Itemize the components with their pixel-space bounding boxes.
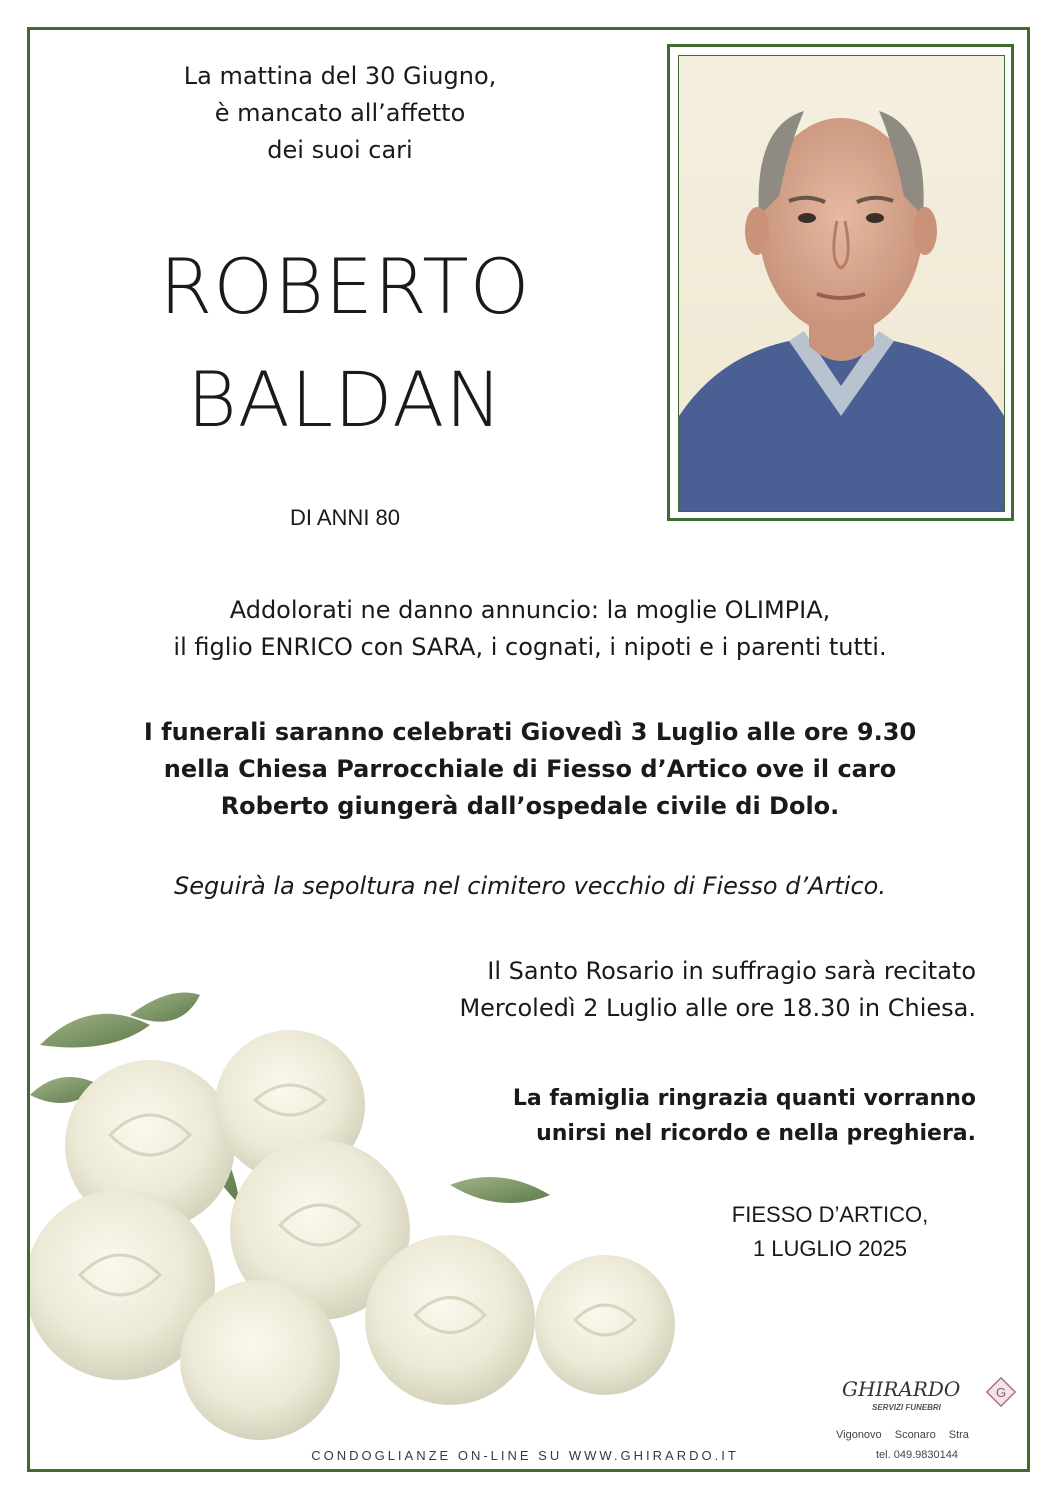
announcement-text — [80, 592, 980, 666]
thanks-text — [356, 1081, 976, 1151]
ghirardo-logo — [836, 1377, 1026, 1473]
rosary-line: Il Santo Rosario in suffragio sarà recitato — [487, 957, 976, 985]
white-roses-image — [30, 985, 720, 1470]
announcement-line: Addolorati ne danno annuncio: la moglie OLIMPIA, — [229, 596, 831, 624]
condolences-footer: CONDOGLIANZE ON-LINE SU WWW.GHIRARDO.IT — [311, 1448, 739, 1463]
funeral-line: I funerali saranno celebrati Giovedì 3 Luglio alle ore 9.30 — [143, 718, 917, 746]
intro-line: dei suoi cari — [267, 136, 413, 164]
rosary-line: Mercoledì 2 Luglio alle ore 18.30 in Chiesa. — [459, 994, 976, 1022]
funeral-text — [80, 714, 980, 825]
intro-line: La mattina del 30 Giugno, — [183, 62, 497, 90]
age-label: DI ANNI 80 — [289, 505, 401, 530]
intro-line: è mancato all’affetto — [214, 99, 466, 127]
portrait-frame — [667, 44, 1014, 521]
announcement-line: il figlio ENRICO con SARA, i cognati, i nipoti e i parenti tutti. — [173, 633, 887, 661]
funeral-line: nella Chiesa Parrocchiale di Fiesso d’Artico ove il caro — [163, 755, 897, 783]
intro-text — [130, 58, 550, 169]
place-label: FIESSO D’ARTICO, — [731, 1202, 929, 1227]
logo-letter: G — [995, 1385, 1007, 1400]
funeral-line: Roberto giungerà dall’ospedale civile di Dolo. — [220, 792, 840, 820]
logo-g-icon — [986, 1377, 1016, 1407]
deceased-first-name: ROBERTO — [159, 242, 531, 331]
date-label: 1 LUGLIO 2025 — [752, 1236, 908, 1261]
logo-name: GHIRARDO — [842, 1377, 961, 1401]
portrait-photo — [678, 55, 1005, 512]
logo-towns: Vigonovo Sconaro Stra — [836, 1429, 969, 1441]
logo-phone: tel. 049.9830144 — [876, 1449, 958, 1461]
thanks-line: unirsi nel ricordo e nella preghiera. — [536, 1121, 976, 1146]
burial-text: Seguirà la sepoltura nel cimitero vecchio di Fiesso d’Artico. — [174, 872, 886, 900]
place-date — [705, 1198, 955, 1266]
deceased-last-name: BALDAN — [186, 355, 504, 444]
thanks-line: La famiglia ringrazia quanti vorranno — [512, 1086, 976, 1111]
logo-subtitle: SERVIZI FUNEBRI — [872, 1403, 941, 1412]
